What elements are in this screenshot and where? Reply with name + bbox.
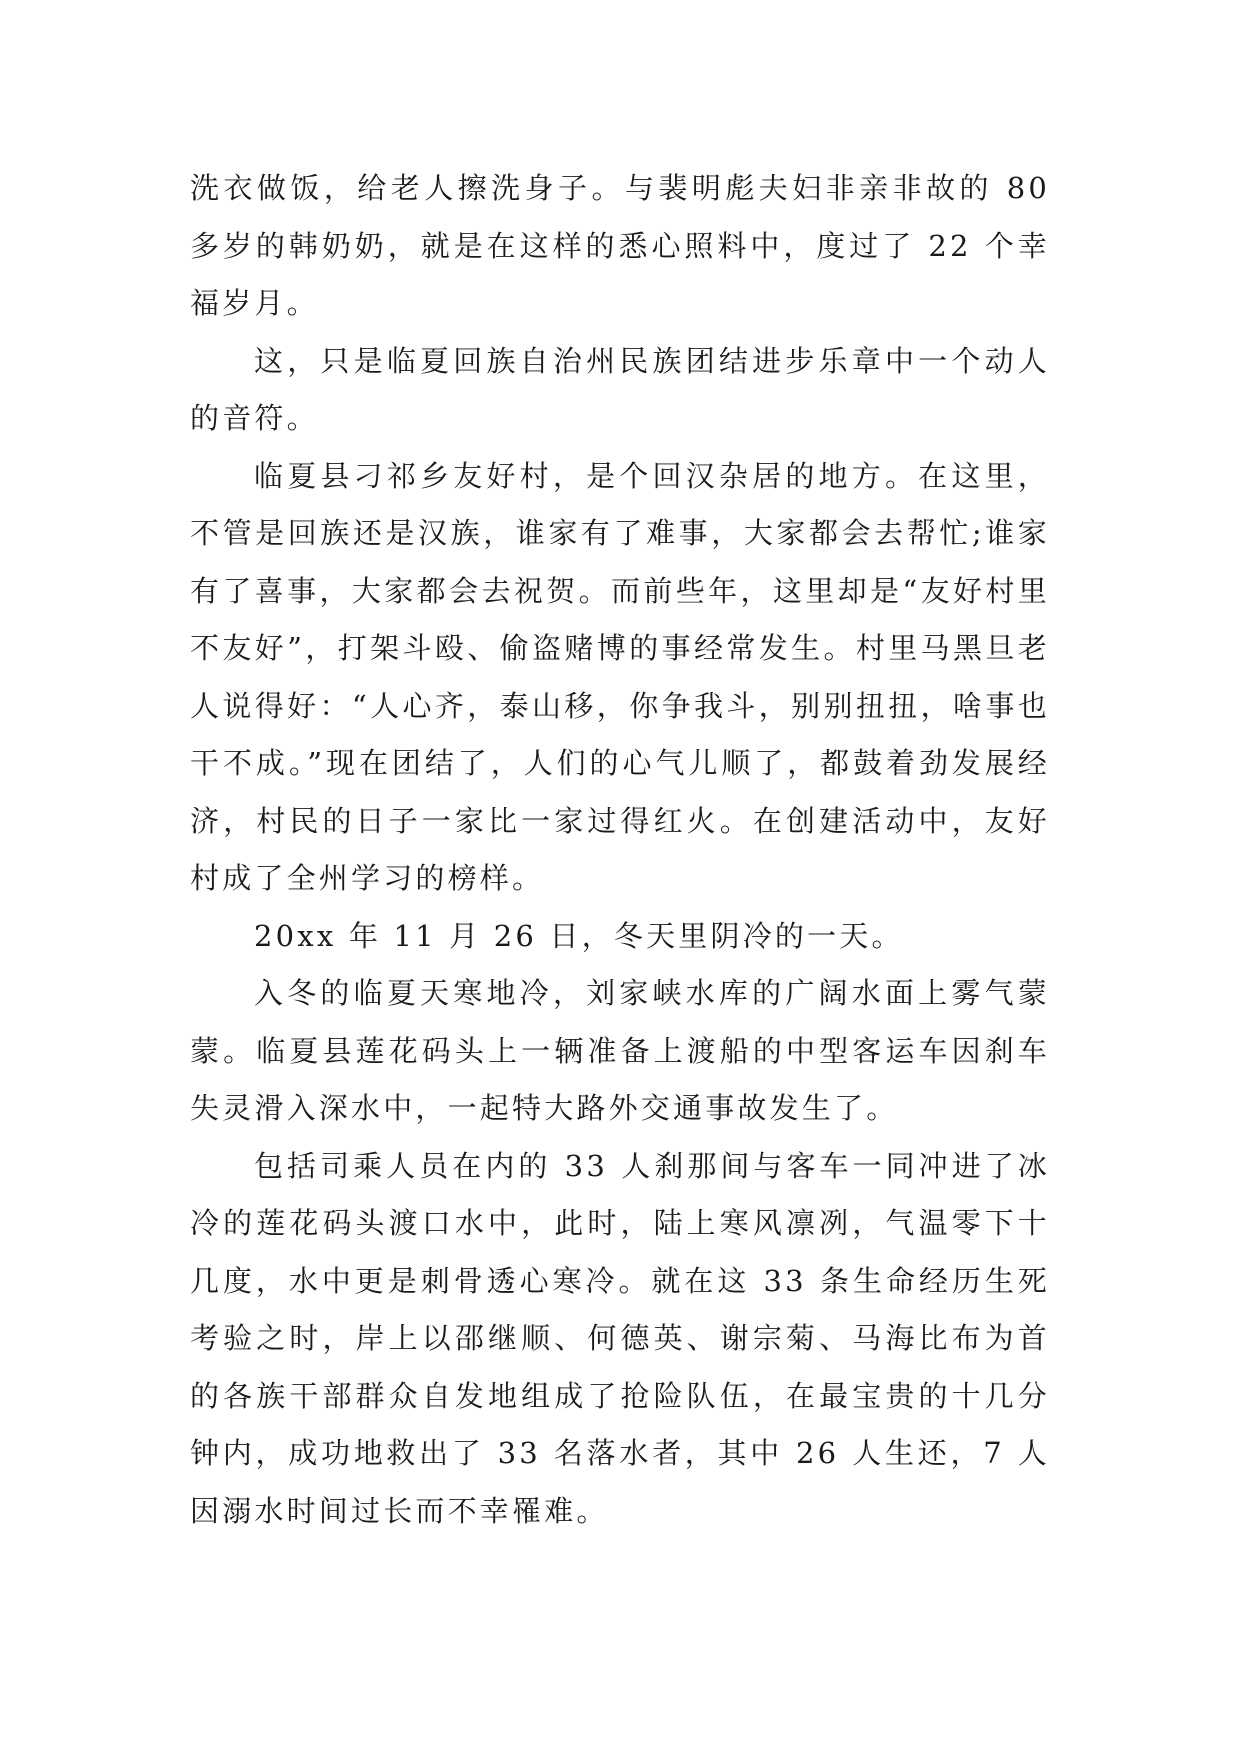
paragraph-4: 20xx 年 11 月 26 日，冬天里阴冷的一天。 bbox=[254, 918, 904, 953]
paragraph-1: 洗衣做饭，给老人擦洗身子。与裴明彪夫妇非亲非故的 80 多岁的韩奶奶，就是在这样的悉心照料中，度过了 22 个幸福岁月。 bbox=[190, 171, 1050, 320]
paragraph-2: 这，只是临夏回族自治州民族团结进步乐章中一个动人的音符。 bbox=[190, 343, 1050, 435]
document-page bbox=[190, 160, 1050, 1540]
paragraph-6: 包括司乘人员在内的 33 人刹那间与客车一同冲进了冰冷的莲花码头渡口水中，此时，陆上寒风凛冽，气温零下十几度，水中更是刺骨透心寒冷。就在这 33 条生命经历生死考验之时，岸上以邵继顺、何德英、谢宗菊、马海比布为首的各族干部群众自发地组成了抢险队伍，在最宝贵的十几分钟内，成功地救出了 33 名落水者，其中 26 人生还，7 人因溺水时间过长而不幸罹难。 bbox=[190, 1148, 1050, 1528]
paragraph-3: 临夏县刁祁乡友好村，是个回汉杂居的地方。在这里，不管是回族还是汉族，谁家有了难事，大家都会去帮忙;谁家有了喜事，大家都会去祝贺。而前些年，这里却是“友好村里不友好”，打架斗殴、偷盗赌博的事经常发生。村里马黑旦老人说得好：“人心齐，泰山移，你争我斗，别别扭扭，啥事也干不成。”现在团结了，人们的心气儿顺了，都鼓着劲发展经济，村民的日子一家比一家过得红火。在创建活动中，友好村成了全州学习的榜样。 bbox=[190, 458, 1050, 895]
paragraph-5: 入冬的临夏天寒地冷，刘家峡水库的广阔水面上雾气蒙蒙。临夏县莲花码头上一辆准备上渡船的中型客运车因刹车失灵滑入深水中，一起特大路外交通事故发生了。 bbox=[190, 976, 1050, 1125]
